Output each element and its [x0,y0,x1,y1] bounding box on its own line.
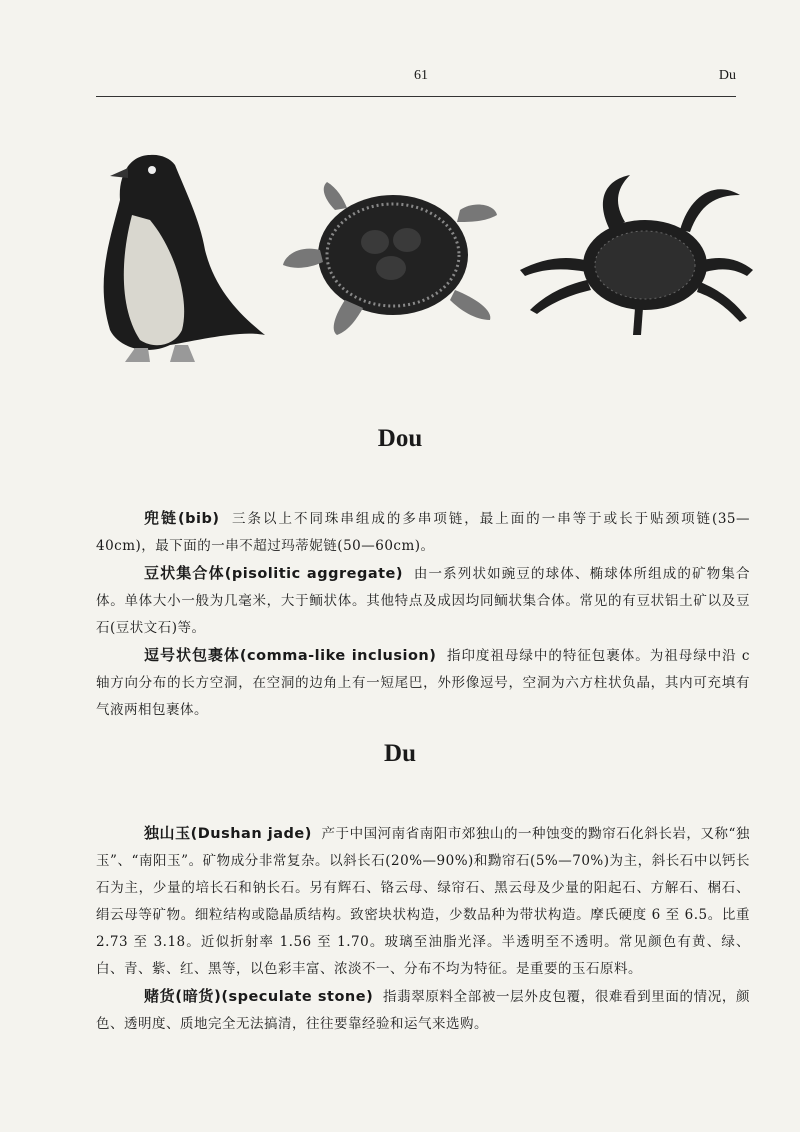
penguin-brooch-image [90,140,270,370]
entry-definition: 指印度祖母绿中的特征包裹体。为祖母绿中沿 c 轴方向分布的长方空洞，在空洞的边角上有一短尾巴，外形像逗号，空洞为六方柱状负晶，其内可充填有气液两相包裹体。 [96,648,750,718]
entry-definition: 指翡翠原料全部被一层外皮包覆，很难看到里面的情况，颜色、透明度、质地完全无法搞清，往往要靠经验和运气来选购。 [96,989,751,1032]
entry-bib [96,505,750,560]
jewelry-illustrations [90,135,760,375]
entry-definition: 产于中国河南省南阳市郊独山的一种蚀变的黝帘石化斜长岩，又称“独玉”、“南阳玉”。矿物成分非常复杂。以斜长石(20%—90%)和黝帘石(5%—70%)为主，斜长石中以钙长石为主，少量的培长石和钠长石。另有辉石、铬云母、绿帘石、黑云母及少量的阳起石、方解石、榍石、绢云母等矿物。细粒结构或隐晶质结构。致密块状构造，少数品种为带状构造。摩氏硬度 6 至 6.5。比重 2.73 至 3.18。近似折射率 1.56 至 1.70。玻璃至油脂光泽。半透明至不透明。常见颜色有黄、绿、白、青、紫、红、黑等，以色彩丰富、浓淡不一、分布不均为特征。是重要的玉石原料。 [96,826,750,977]
entry-english-term: (Dushan jade) [190,826,312,842]
entry-list-dou [96,505,750,724]
running-header [96,66,736,97]
entry-term: 兜链 [144,509,178,527]
entry-english-term: (comma-like inclusion) [239,648,437,664]
entry-definition: 由一系列状如豌豆的球体、椭球体所组成的矿物集合体。单体大小一般为几毫米，大于鲕状体。其他特点及成因均同鲕状集合体。常见的有豆状铝土矿以及豆石(豆状文石)等。 [96,566,750,636]
crab-brooch-image [515,170,755,340]
entry-definition: 三条以上不同珠串组成的多串项链，最上面的一串等于或长于贴颈项链(35—40cm)，最下面的一串不超过玛蒂妮链(50—60cm)。 [96,511,750,554]
section-heading-du: Du [384,740,416,767]
entry-pisolitic-aggregate [96,560,750,642]
entry-term: 豆状集合体 [144,564,225,582]
entry-term: 逗号状包裹体 [144,646,240,664]
entry-dushan-jade [96,820,750,983]
entry-english-term: (bib) [177,511,220,527]
entry-term: 独山玉 [144,824,191,842]
entry-term: 赌货(暗货) [144,987,222,1005]
entry-list-du [96,820,750,1038]
entry-speculate-stone [96,983,750,1038]
turtle-brooch-image [275,170,505,340]
entry-english-term: (pisolitic aggregate) [224,566,403,582]
page-number: 61 [414,68,428,83]
entry-english-term: (speculate stone) [221,989,374,1005]
section-heading-dou: Dou [377,425,423,452]
running-section-title: Du [718,68,736,83]
entry-comma-like-inclusion [96,642,750,724]
